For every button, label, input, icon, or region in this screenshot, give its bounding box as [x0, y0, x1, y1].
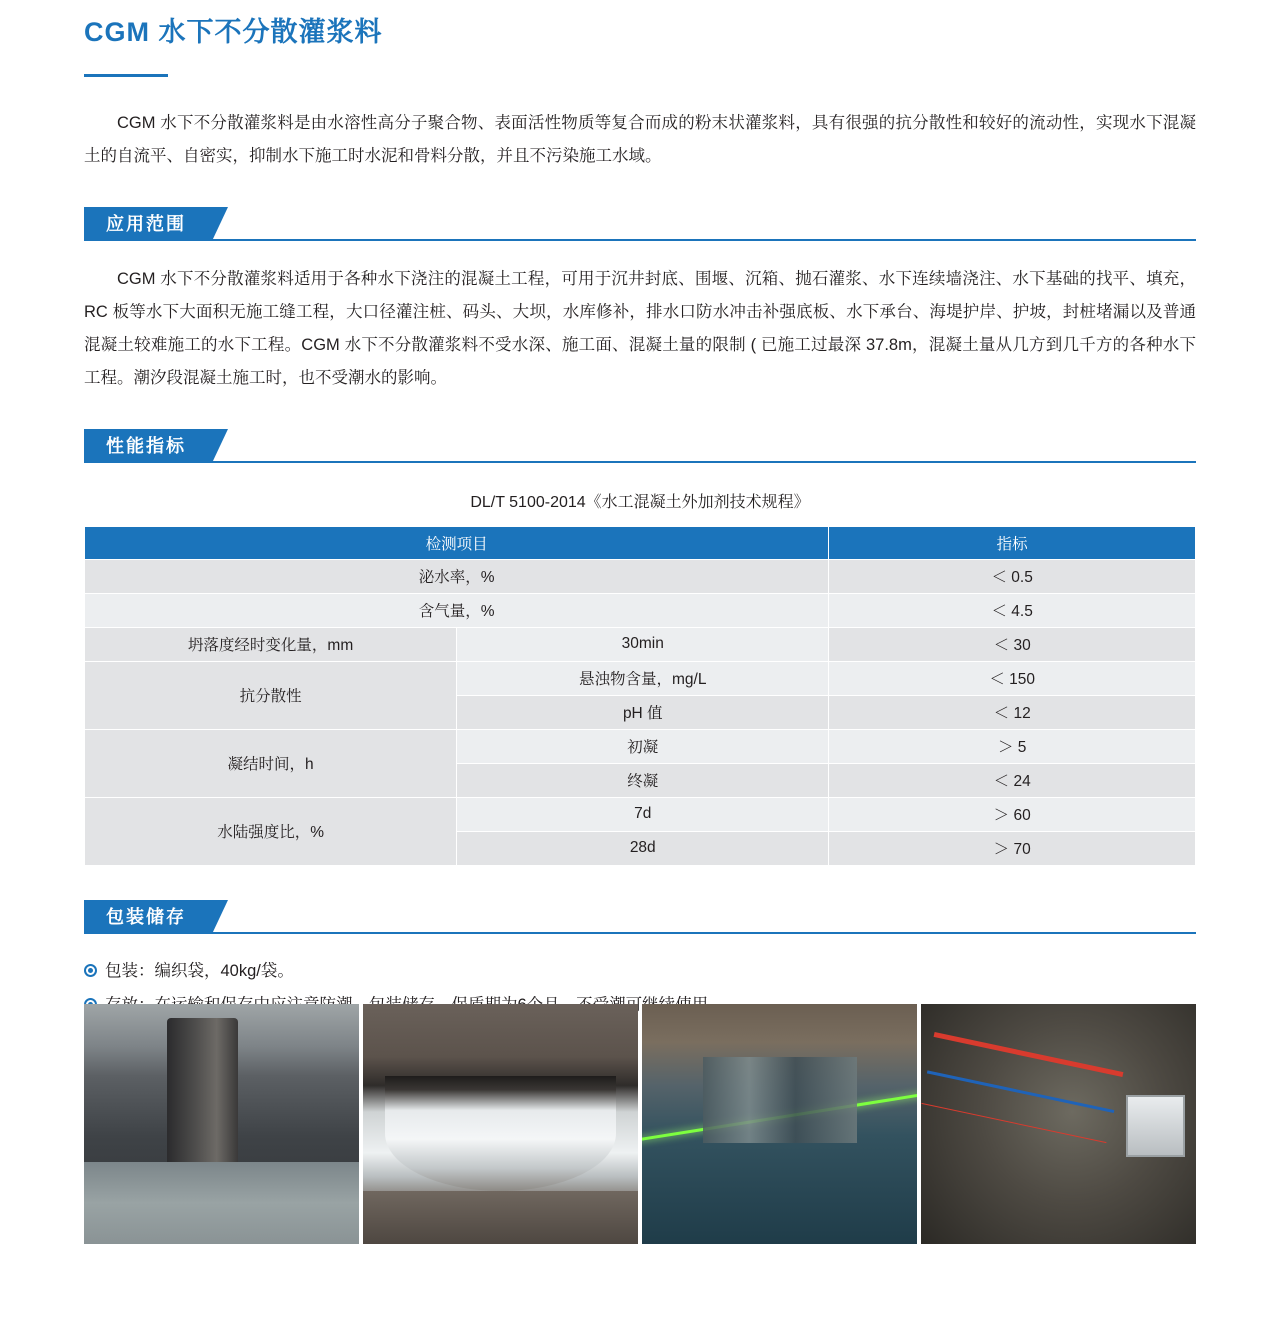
section-underline — [84, 932, 1196, 934]
cell-subitem: 30min — [457, 627, 829, 661]
intro-paragraph: CGM 水下不分散灌浆料是由水溶性高分子聚合物、表面活性物质等复合而成的粉末状灌浆料，具有很强的抗分散性和较好的流动性，实现水下混凝土的自流平、自密实，抑制水下施工时水泥和骨料分散，并且不污染施工水域。 — [84, 113, 1196, 165]
cell-subitem: 终凝 — [457, 763, 829, 797]
section-performance — [0, 429, 1280, 463]
table-header-item: 检测项目 — [85, 526, 829, 559]
cell-item: 坍落度经时变化量，mm — [85, 627, 457, 661]
cell-item: 含气量，% — [85, 593, 829, 627]
shaft-bottom-photo — [921, 1004, 1196, 1244]
table-header-row — [85, 526, 1196, 559]
table-row — [85, 627, 1196, 661]
section-application — [0, 207, 1280, 241]
section-underline — [84, 239, 1196, 241]
table-header-index: 指标 — [829, 526, 1196, 559]
underwater-measurement-photo — [642, 1004, 917, 1244]
list-item-label: 包装：编织袋，40kg/袋。 — [105, 961, 294, 980]
cell-subitem: 初凝 — [457, 729, 829, 763]
section-heading-performance: 性能指标 — [84, 429, 212, 463]
performance-table — [84, 526, 1196, 866]
table-row — [85, 593, 1196, 627]
cell-value: ＜ 150 — [829, 661, 1196, 695]
table-row — [85, 661, 1196, 695]
bridge-pier-photo — [84, 1004, 359, 1244]
cell-item: 抗分散性 — [85, 661, 457, 729]
bullet-icon — [84, 964, 97, 977]
title-block — [0, 0, 1280, 77]
list-item — [84, 954, 1196, 989]
cell-subitem: 7d — [457, 797, 829, 831]
section-packaging — [0, 900, 1280, 934]
section-underline — [84, 461, 1196, 463]
photo-strip — [84, 1004, 1196, 1244]
cell-value: ＜ 24 — [829, 763, 1196, 797]
cell-subitem: pH 值 — [457, 695, 829, 729]
page-title: CGM 水下不分散灌浆料 — [84, 17, 383, 47]
section-heading-packaging: 包装储存 — [84, 900, 212, 934]
cell-subitem: 悬浊物含量，mg/L — [457, 661, 829, 695]
cell-value: ＞ 5 — [829, 729, 1196, 763]
section-heading-application: 应用范围 — [84, 207, 212, 241]
cell-value: ＜ 0.5 — [829, 559, 1196, 593]
cell-item: 泌水率，% — [85, 559, 829, 593]
cell-subitem: 28d — [457, 831, 829, 865]
table-row — [85, 797, 1196, 831]
cell-value: ＞ 70 — [829, 831, 1196, 865]
cell-item: 水陆强度比，% — [85, 797, 457, 865]
title-rule — [84, 74, 168, 77]
pier-sleeve-closeup-photo — [363, 1004, 638, 1244]
table-row — [85, 559, 1196, 593]
table-caption: DL/T 5100-2014《水工混凝土外加剂技术规程》 — [470, 493, 810, 511]
cell-value: ＜ 30 — [829, 627, 1196, 661]
cell-value: ＜ 4.5 — [829, 593, 1196, 627]
application-paragraph: CGM 水下不分散灌浆料适用于各种水下浇注的混凝土工程，可用于沉井封底、围堰、沉箱、抛石灌浆、水下连续墙浇注、水下基础的找平、填充，RC 板等水下大面积无施工缝工程，大口径灌注桩、码头、大坝，水库修补，排水口防水冲击补强底板、水下承台、海堤护岸、护坡，封桩堵漏以及普通混凝土较难施工的水下工程。CGM 水下不分散灌浆料不受水深、施工面、混凝土量的限制 ( 已施工过最深 37.8m，混凝土量从几方到几千方的各种水下工程。潮汐段混凝土施工时，也不受潮水的影响。 — [84, 269, 1196, 387]
cell-item: 凝结时间，h — [85, 729, 457, 797]
cell-value: ＜ 12 — [829, 695, 1196, 729]
cell-value: ＞ 60 — [829, 797, 1196, 831]
table-row — [85, 729, 1196, 763]
